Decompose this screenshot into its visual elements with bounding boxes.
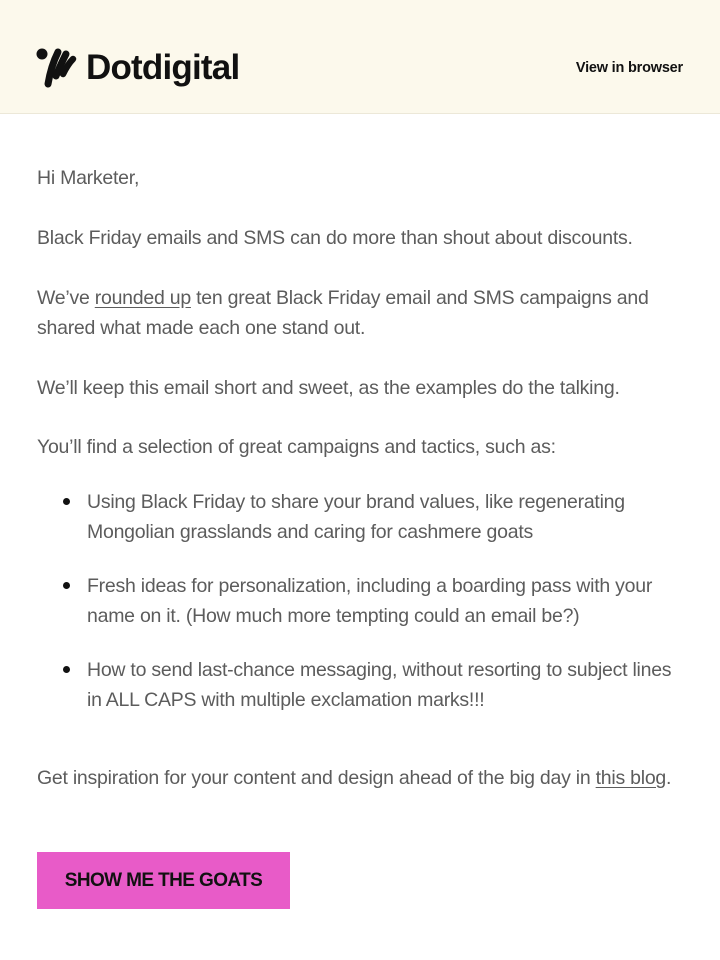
bullet-icon [63,582,70,589]
list-item-text: Fresh ideas for personalization, including a boarding pass with your name on it. (How much more tempting could an email be?) [87,575,653,627]
this-blog-link[interactable]: this blog [595,767,667,789]
brand-logo[interactable] [36,46,239,90]
rounded-up-link[interactable]: rounded up [94,287,191,309]
roundup-text-end: ten great Black Friday email and SMS campaigns and shared what made each one stand out. [37,287,649,339]
roundup-paragraph [37,283,687,343]
dotdigital-logo-icon [36,46,78,90]
greeting: Hi Marketer, [37,167,140,189]
bullet-icon [63,666,70,673]
email-header [0,0,720,114]
short-sweet-paragraph: We’ll keep this email short and sweet, as the examples do the talking. [37,377,620,399]
inspiration-text-start: Get inspiration for your content and design ahead of the big day in [37,767,596,789]
show-me-the-goats-button[interactable]: SHOW ME THE GOATS [37,852,290,909]
list-item-text: How to send last-chance messaging, without resorting to subject lines in ALL CAPS with multiple exclamation marks!!! [87,659,672,711]
roundup-text-start: We’ve [37,287,95,309]
brand-name: Dotdigital [86,48,240,87]
inspiration-paragraph [37,763,687,793]
bullet-icon [63,498,70,505]
view-in-browser-link[interactable]: View in browser [575,60,683,76]
inspiration-text-end: . [666,767,672,789]
tactics-intro-paragraph: You’ll find a selection of great campaigns and tactics, such as: [37,436,556,458]
list-item-text: Using Black Friday to share your brand values, like regenerating Mongolian grasslands and caring for cashmere goats [87,491,625,543]
intro-paragraph: Black Friday emails and SMS can do more than shout about discounts. [37,227,633,249]
